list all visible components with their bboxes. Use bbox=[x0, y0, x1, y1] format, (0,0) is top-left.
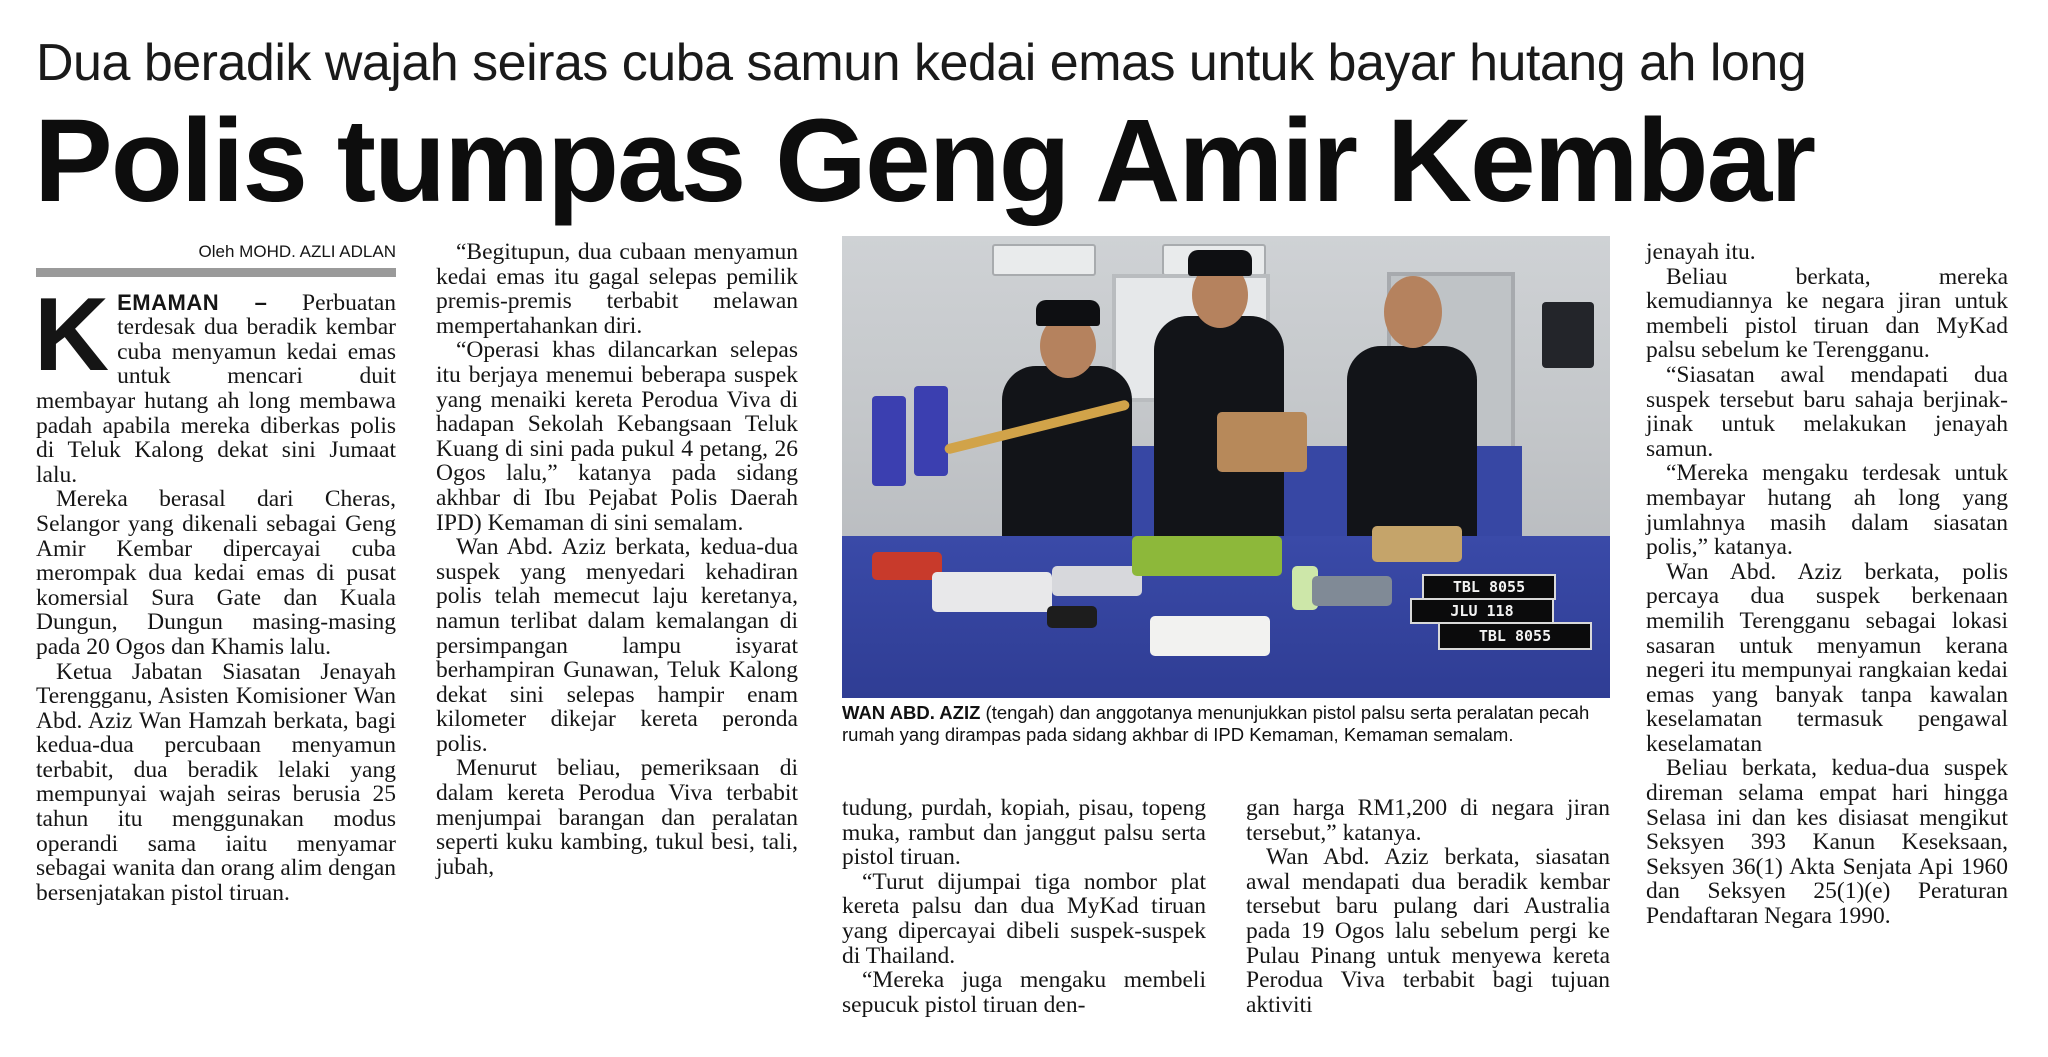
news-photo bbox=[842, 236, 1610, 698]
paragraph: “Mereka mengaku terdesak untuk membayar hutang ah long yang jumlahnya masih dalam siasatan polis,” katanya. bbox=[1646, 460, 2008, 561]
paragraph: Mereka berasal dari Cheras, Selangor yang dikenali sebagai Geng Amir Kembar dipercayai cuba merompak dua kedai emas di pusat komersial Sura Gate dan Kuala Dungun, Dungun masing-masing pada 20 Ogos dan Khamis lalu. bbox=[36, 486, 396, 660]
officer-right bbox=[1347, 346, 1477, 556]
air-conditioner bbox=[992, 244, 1096, 276]
byline: Oleh MOHD. AZLI ADLAN bbox=[36, 240, 396, 277]
dateline: EMAMAN – bbox=[117, 289, 268, 315]
paragraph: gan harga RM1,200 di negara jiran tersebut,” katanya. bbox=[1246, 795, 1610, 846]
headline: Polis tumpas Geng Amir Kembar bbox=[34, 95, 1815, 227]
photo-caption bbox=[842, 702, 1610, 746]
licence-plate: JLU 118 bbox=[1410, 598, 1554, 624]
green-bag bbox=[1132, 536, 1282, 576]
lead-paragraph bbox=[34, 276, 397, 488]
paragraph: Beliau berkata, mereka kemudiannya ke negara jiran untuk membeli pistol tiruan dan MyKad palsu sebelum ke Terengganu. bbox=[1646, 263, 2008, 364]
seized-item bbox=[1052, 566, 1142, 596]
seized-item bbox=[932, 572, 1052, 612]
column-2 bbox=[436, 240, 798, 879]
paragraph: Wan Abd. Aziz berkata, polis percaya dua suspek berkenaan memilih Terengganu sebagai lokasi sasaran untuk menyamun kerana negeri itu mempunyai rangkaian kedai emas yang banyak tanpa kawalan keselamatan termasuk pengawal keselamatan bbox=[1646, 558, 2008, 757]
paragraph: “Siasatan awal mendapati dua suspek tersebut baru sahaja berjinak-jinak untuk melakukan jenayah samun. bbox=[1646, 361, 2008, 462]
officer-cap bbox=[1036, 300, 1100, 326]
paragraph: Menurut beliau, pemeriksaan di dalam kereta Perodua Viva terbabit menjumpai barangan dan peralatan seperti kuku kambing, tukul besi, tali, jubah, bbox=[436, 755, 798, 880]
column-1 bbox=[36, 240, 396, 905]
paragraph: “Mereka juga mengaku membeli sepucuk pistol tiruan den- bbox=[842, 967, 1206, 1018]
drop-cap: K bbox=[34, 276, 110, 393]
wallet bbox=[1047, 606, 1097, 628]
caption-name: WAN ABD. AZIZ bbox=[842, 702, 981, 723]
pistol-box bbox=[1217, 412, 1307, 472]
chair bbox=[914, 386, 948, 476]
subheadline: Dua beradik wajah seiras cuba samun kedai emas untuk bayar hutang ah long bbox=[36, 34, 1807, 92]
seized-item bbox=[1312, 576, 1392, 606]
paragraph: Ketua Jabatan Siasatan Jenayah Terengganu, Asisten Komisioner Wan Abd. Aziz Wan Hamzah berkata, bagi kedua-dua percubaan menyamun terbabit, dua beradik lelaki yang mempunyai wajah seiras berusia 25 tahun itu menggunakan modus operandi sama iaitu menyamar sebagai wanita dan orang alim dengan bersenjatakan pistol tiruan. bbox=[36, 658, 396, 906]
chair bbox=[872, 396, 906, 486]
speaker bbox=[1542, 302, 1594, 368]
hat bbox=[1372, 526, 1462, 562]
column-5 bbox=[1646, 240, 2008, 929]
paragraph: jenayah itu. bbox=[1646, 239, 1756, 265]
paragraph: “Begitupun, dua cubaan menyamun kedai emas itu gagal selepas pemilik premis-premis terbabit melawan mempertahankan diri. bbox=[436, 239, 798, 339]
officer-right-head bbox=[1384, 276, 1442, 348]
column-4 bbox=[1246, 796, 1610, 1017]
document bbox=[1150, 616, 1270, 656]
paragraph: tudung, purdah, kopiah, pisau, topeng muka, rambut dan janggut palsu serta pistol tiruan. bbox=[842, 795, 1206, 871]
licence-plate: TBL 8055 bbox=[1422, 574, 1556, 600]
paragraph: “Operasi khas dilancarkan selepas itu berjaya menemui beberapa suspek yang menaiki kereta Perodua Viva di hadapan Sekolah Kebangsaan Teluk Kuang di sini pada pukul 4 petang, 26 Ogos lalu,” katanya pada sidang akhbar di Ibu Pejabat Polis Daerah IPD) Kemaman di sini semalam. bbox=[436, 337, 798, 536]
lead-text: Perbuatan terdesak dua beradik kembar cuba menyamun kedai emas untuk mencari duit membayar hutang ah long membawa padah apabila mereka diberkas polis di Teluk Kalong dekat sini Jumaat lalu. bbox=[36, 289, 397, 488]
officer-cap bbox=[1188, 250, 1252, 276]
paragraph: Beliau berkata, kedua-dua suspek direman selama empat hari hingga Selasa ini dan kes disiasat mengikut Seksyen 393 Kanun Keseksaan, Seksyen 36(1) Akta Senjata Api 1960 dan Seksyen 25(1)(e) Peraturan Pendaftaran Negara 1990. bbox=[1646, 755, 2008, 930]
paragraph: Wan Abd. Aziz berkata, siasatan awal mendapati dua beradik kembar tersebut baru pulang dari Australia pada 19 Ogos lalu sebelum pergi ke Pulau Pinang untuk menyewa kereta Perodua Viva terbabit bagi tujuan aktiviti bbox=[1246, 844, 1610, 1018]
column-3 bbox=[842, 796, 1206, 1017]
paragraph: Wan Abd. Aziz berkata, kedua-dua suspek yang menyedari kehadiran polis telah memecut laju keretanya, namun terlibat dalam kemalangan di persimpangan lampu isyarat berhampiran Gunawan, Teluk Kalong dekat sini selepas hampir enam kilometer dikejar kereta peronda polis. bbox=[436, 534, 798, 757]
caption-text: (tengah) dan anggotanya menunjukkan pistol palsu serta peralatan pecah rumah yang dirampas pada sidang akhbar di IPD Kemaman, Kemaman semalam. bbox=[842, 702, 1590, 745]
licence-plate: TBL 8055 bbox=[1438, 622, 1592, 650]
paragraph: “Turut dijumpai tiga nombor plat kereta palsu dan dua MyKad tiruan yang dipercayai dibeli suspek-suspek di Thailand. bbox=[842, 868, 1206, 969]
